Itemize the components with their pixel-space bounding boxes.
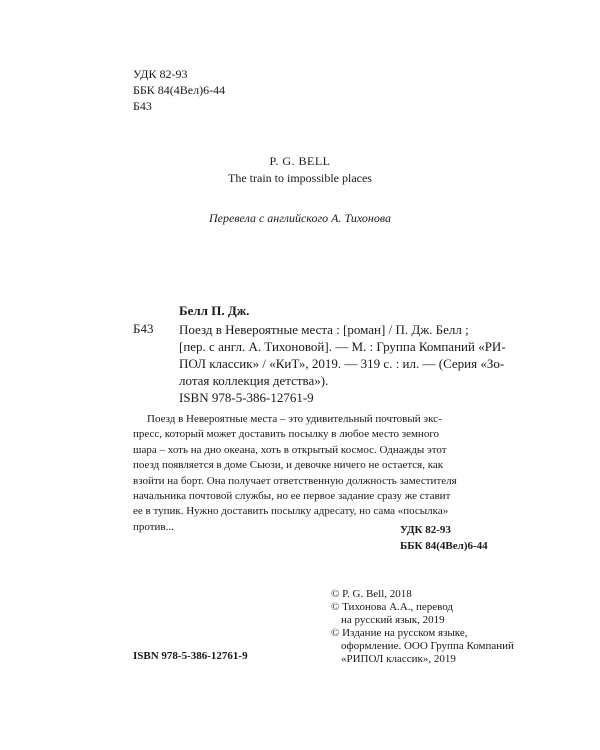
isbn-bottom: ISBN 978-5-386-12761-9 [133,650,248,662]
catalog-entry-line: [пер. с англ. А. Тихоновой]. — М. : Группа Компаний «РИ- [179,339,506,354]
udk-code-right: УДК 82-93 [400,524,451,536]
annotation-line: ее в тупик. Нужно доставить посылку адресату, но сама «посылка» [133,505,449,518]
original-author: P. G. BELL [269,154,331,168]
annotation-line: шара – хоть на дно океана, хоть в открытый космос. Однажды этот [133,443,447,456]
annotation-line: пресс, который может доставить посылку в любое место земного [133,428,440,441]
catalog-entry-line: ПОЛ классик» / «КиТ», 2019. — 319 с. : ил. — (Серия «Зо- [179,356,505,371]
classification-codes [133,66,225,114]
annotation-line: Поезд в Невероятные места – это удивительный почтовый экс- [147,413,442,425]
catalog-mark: Б43 [133,321,154,336]
catalog-entry-line: лотая коллекция детства»). [179,373,329,388]
catalog-entry-line: Поезд в Невероятные места : [роман] / П. Дж. Белл ; [179,322,469,337]
copyright-line: © P. G. Bell, 2018 [331,588,412,600]
annotation-line: начальника почтовой службы, но ее первое задание сразу же ставит [133,490,451,503]
translator-note: Перевела с английского А. Тихонова [209,211,391,225]
annotation-line: против... [133,520,174,533]
udk-code: УДК 82-93 [133,67,188,81]
annotation-line: взойти на борт. Она получает ответственную должность заместителя [133,474,457,487]
copyright-line: «РИПОЛ классик», 2019 [341,653,456,665]
annotation [133,412,499,535]
original-title: The train to impossible places [228,171,372,185]
copyright-line: © Тихонова А.А., перевод [331,601,454,613]
catalog-entry [179,321,504,389]
copyright-line: © Издание на русском языке, [331,627,468,639]
bbk-code-right: ББК 84(4Вел)6-44 [400,540,488,552]
copyright-line: оформление. ООО Группа Компаний [341,640,514,652]
bbk-code: ББК 84(4Вел)6-44 [133,83,226,97]
catalog-author: Белл П. Дж. [179,303,250,318]
classification-codes-right [400,522,488,554]
copyright-block [331,588,514,666]
catalog-isbn: ISBN 978-5-386-12761-9 [179,390,314,405]
author-mark: Б43 [133,99,152,113]
annotation-line: поезд появляется в доме Сьюзи, и девочке ничего не остается, как [133,459,444,472]
copyright-line: на русский язык, 2019 [341,614,445,626]
